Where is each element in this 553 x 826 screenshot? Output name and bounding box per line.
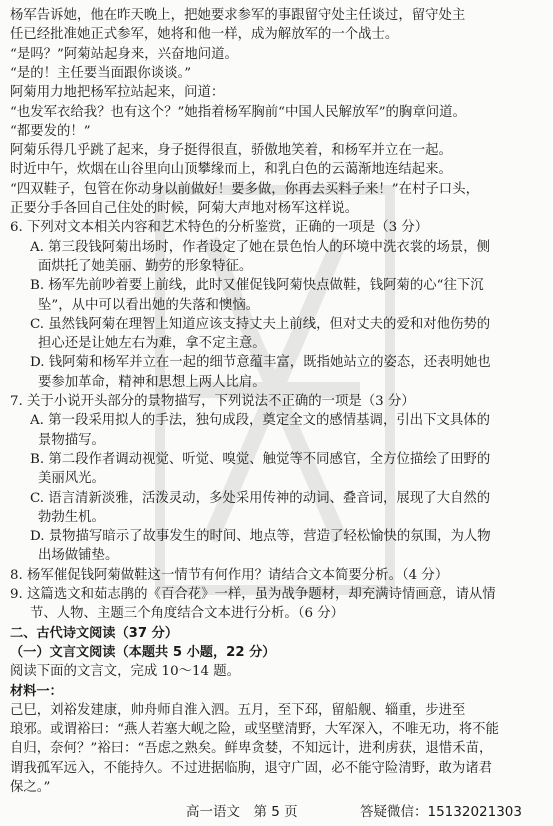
option-c-cont: 勃勃生机。 xyxy=(38,509,105,525)
contact-info: 答疑微信：15132021303 xyxy=(360,804,522,820)
text-line: “也发军衣给我？也有这个？”她指着杨军胸前“中国人民解放军”的胸章问道。 xyxy=(10,104,466,120)
text-line: 阿菊用力地把杨军拉站起来，问道： xyxy=(10,85,225,101)
text-line: 正要分手各回自己住处的时候，阿菊大声地对杨军这样说。 xyxy=(10,201,359,216)
option-c-cont: 担心还是让她左右为难，拿不定主意。 xyxy=(38,336,266,352)
text-line: 己巳，刘裕发建康，帅舟师自淮入泗。五月，至下邳，留船舰、辎重，步进至 xyxy=(10,702,466,718)
text-line: “都要发的！” xyxy=(10,123,91,139)
option-d-cont: 要参加革命，精神和思想上两人比肩。 xyxy=(38,374,266,390)
option-d: D. 景物描写暗示了故事发生的时间、地点等，营造了轻松愉快的氛围，为人物 xyxy=(30,529,491,545)
question-9: 9. 这篇选文和茹志鹃的《百合花》一样，虽为战争题材，却充满诗情画意，请从情 xyxy=(10,587,496,602)
text-line: 任已经批准她正式参军，她将和他一样，成为解放军的一个战士。 xyxy=(10,27,399,43)
option-d-cont: 出场做铺垫。 xyxy=(38,548,119,564)
option-c: C. 虽然钱阿菊在理智上知道应该支持丈夫上前线，但对丈夫的爱和对他伤势的 xyxy=(30,316,491,332)
page-number: 高一语文 第 5 页 xyxy=(186,804,298,820)
text-line: 谓我孤军远入，不能持久。不过进据临朐，退守广固，必不能守险清野，敢为诸君 xyxy=(10,760,493,776)
text-line: 杨军告诉她，他在昨天晚上，把她要求参军的事跟留守处主任谈过，留守处主 xyxy=(10,8,466,23)
option-b: B. 杨军先前吵着要上前线，此时又催促钱阿菊快点做鞋，钱阿菊的心“往下沉 xyxy=(30,278,484,294)
question-8: 8. 杨军催促钱阿菊做鞋这一情节有何作用？请结合文本简要分析。（4 分） xyxy=(10,567,449,583)
option-b-cont: 坠”，从中可以看出她的失落和懊恼。 xyxy=(38,297,260,313)
text-line: 阿菊乐得几乎跳了起来，身子挺得很直，骄傲地笑着，和杨军并立在一起。 xyxy=(10,143,452,159)
text-line: 保之。” xyxy=(10,780,51,795)
instruction: 阅读下面的文言文，完成 10～14 题。 xyxy=(10,664,241,680)
text-line: 自归，奈何？”裕曰：“吾虑之熟矣。鲜卑贪婪，不知远计，进利虏获，退惜禾苗， xyxy=(10,741,493,757)
page-footer xyxy=(0,798,553,820)
question-7-stem: 7. 关于小说开头部分的景物描写，下列说法不正确的一项是（3 分） xyxy=(10,394,415,409)
option-c: C. 语言清新淡雅，活泼灵动，多处采用传神的动词、叠音词，展现了大自然的 xyxy=(30,490,491,506)
text-line: 琅邪。或谓裕曰：“燕人若塞大岘之险，或坚壁清野，大军深入，不唯无功，将不能 xyxy=(10,722,499,738)
material-label: 材料一： xyxy=(10,683,63,699)
option-d: D. 钱阿菊和杨军并立在一起的细节意蕴丰富，既指她站立的姿态，还表明她也 xyxy=(30,355,491,371)
option-b: B. 第二段作者调动视觉、听觉、嗅觉、触觉等不同感官，全方位描绘了田野的 xyxy=(30,451,491,467)
text-line: 时近中午，炊烟在山谷里向山顶攀缘而上，和乳白色的云蔼渐地连结起来。 xyxy=(10,162,452,178)
option-a-cont: 面烘托了她美丽、勤劳的形象特征。 xyxy=(38,258,253,274)
question-6-stem: 6. 下列对文本相关内容和艺术特色的分析鉴赏，正确的一项是（3 分） xyxy=(10,220,429,236)
option-a: A. 第三段钱阿菊出场时，作者设定了她在景色怡人的环境中洗衣裳的场景，侧 xyxy=(30,239,491,255)
option-b-cont: 美丽风光。 xyxy=(38,471,105,487)
option-a: A. 第一段采用拟人的手法，独句成段，奠定全文的感情基调，引出下文具体的 xyxy=(30,413,491,429)
question-9-cont: 节、人物、主题三个角度结合文本进行分析。（6 分） xyxy=(30,606,345,622)
text-line: “是的！主任要当面跟你谈谈。” xyxy=(10,65,192,81)
option-a-cont: 景物描写。 xyxy=(38,432,105,448)
section-heading: 二、古代诗文阅读（37 分） xyxy=(10,625,179,641)
text-line: “是吗？”阿菊站起身来，兴奋地问道。 xyxy=(10,46,238,62)
text-line: “四双鞋子，包管在你动身以前做好！要多做，你再去买料子来！”在村子口头， xyxy=(10,181,479,197)
subsection-heading: （一）文言文阅读（本题共 5 小题，22 分） xyxy=(10,644,276,660)
